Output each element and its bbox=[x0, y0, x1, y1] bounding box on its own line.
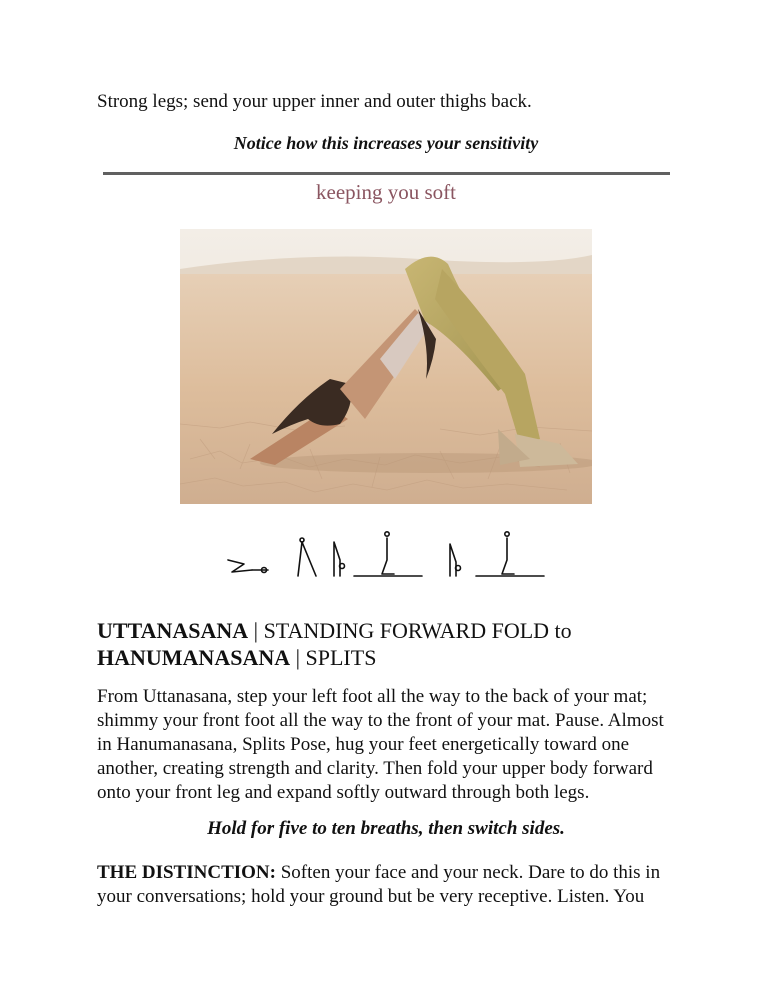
intro-line: Strong legs; send your upper inner and outer thighs back. bbox=[97, 91, 532, 112]
horizontal-rule bbox=[103, 172, 670, 175]
pose-sequence-stick-figures bbox=[224, 530, 548, 582]
pose1-name: UTTANASANA bbox=[97, 618, 249, 643]
callout-sensitivity: Notice how this increases your sensitivity bbox=[233, 133, 539, 153]
distinction-paragraph bbox=[97, 861, 677, 909]
subtitle: keeping you soft bbox=[316, 180, 456, 204]
callout-hold: Hold for five to ten breaths, then switch sides. bbox=[207, 818, 565, 839]
distinction-text: Soften your face and your neck. Dare to do this in your conversations; hold your ground but be very receptive. Listen. You bbox=[97, 862, 661, 907]
instructions-paragraph: From Uttanasana, step your left foot all the way to the back of your mat; shimmy your front foot all the way to the front of your mat. Pause. Almost in Hanumanasana, Splits Pose, hug your feet energetically toward one another, creating strength and clarity. Then fold your upper body forward onto your front leg and expand softly outward through both legs. bbox=[97, 686, 664, 803]
sequence-drawing bbox=[224, 530, 548, 582]
downward-dog-photo bbox=[180, 229, 592, 504]
pose2-name: HANUMANASANA bbox=[97, 645, 291, 670]
pose-heading bbox=[97, 617, 697, 671]
pose2-subtitle: | SPLITS bbox=[290, 645, 377, 670]
photo-illustration bbox=[180, 229, 592, 504]
distinction-label: THE DISTINCTION: bbox=[97, 862, 276, 883]
pose1-subtitle: | STANDING FORWARD FOLD to bbox=[248, 618, 572, 643]
